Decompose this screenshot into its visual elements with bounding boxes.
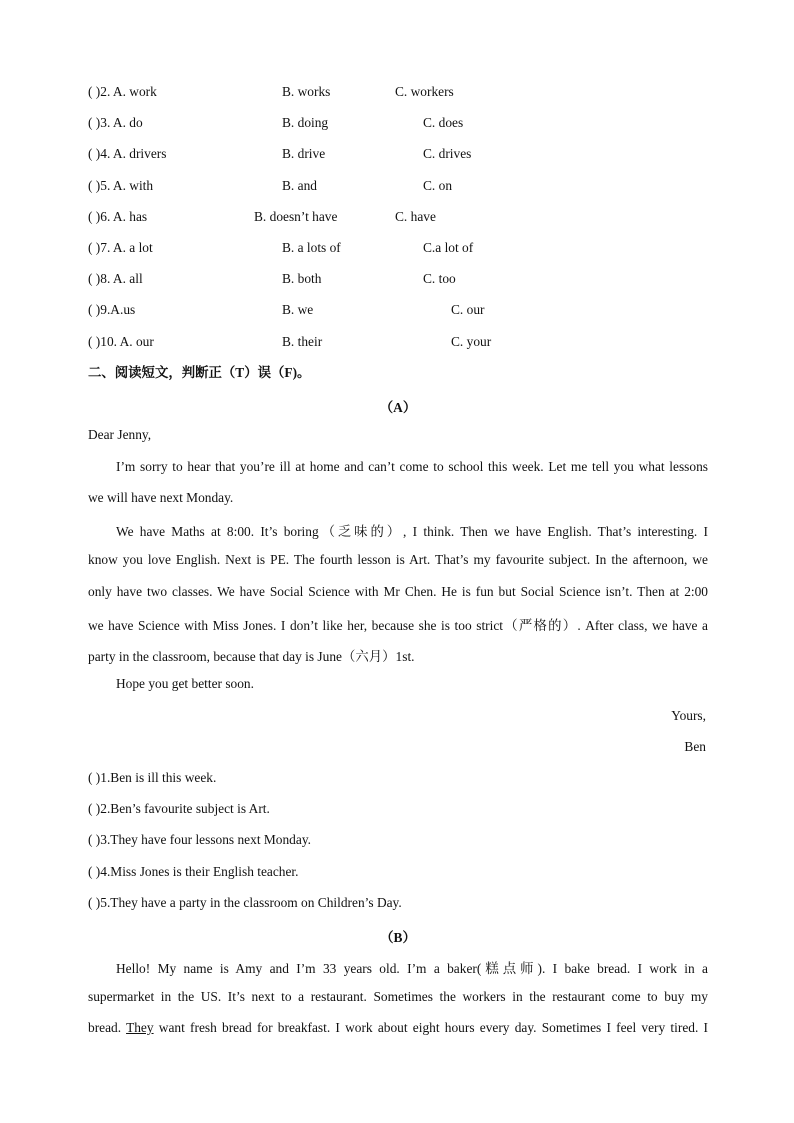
passage-a-line: party in the classroom, because that day is June（六月）1st. <box>88 649 415 664</box>
mc-row <box>88 84 708 100</box>
mc-option-b: B. a lots of <box>282 240 341 255</box>
passage-a-label: （A） <box>379 400 417 415</box>
passage-a-line: we will have next Monday. <box>88 490 234 505</box>
mc-row <box>88 240 708 256</box>
mc-option-b: B. we <box>282 302 314 318</box>
mc-option-c: C. workers <box>395 84 454 99</box>
mc-option-a: ( )6. A. has <box>88 208 148 224</box>
mc-option-a: ( )10. A. our <box>88 333 154 349</box>
passage-b-label: （B） <box>380 930 416 945</box>
passage-a-line: We have Maths at 8:00. It’s boring（乏味的）, I think. Then we have English. That’s interesting. I <box>116 524 708 539</box>
mc-option-a: ( )4. A. drivers <box>88 146 167 162</box>
mc-option-a: ( )2. A. work <box>88 84 157 99</box>
mc-option-b: B. doesn’t have <box>254 208 338 224</box>
passage-b-line: Hello! My name is Amy and I’m 33 years old. I’m a baker(糕点师). I bake bread. I work in a <box>116 961 708 976</box>
tf-question: ( )2.Ben’s favourite subject is Art. <box>88 801 270 817</box>
mc-row <box>88 178 708 194</box>
mc-option-c: C. our <box>451 302 485 318</box>
mc-option-a: ( )8. A. all <box>88 271 143 287</box>
mc-option-c: C. drives <box>423 146 472 162</box>
mc-option-b: B. works <box>282 84 331 99</box>
passage-b-text: bread. <box>88 1020 127 1035</box>
mc-option-c: C. too <box>423 271 456 287</box>
passage-a-line: know you love English. Next is PE. The fourth lesson is Art. That’s my favourite subject. In the afternoon, we <box>88 552 708 567</box>
passage-a-line: I’m sorry to hear that you’re ill at home and can’t come to school this week. Let me tell you what lessons <box>116 459 708 474</box>
tf-question: ( )5.They have a party in the classroom on Children’s Day. <box>88 894 402 910</box>
letter-closing: Yours, <box>671 708 706 723</box>
passage-a-line: only have two classes. We have Social Science with Mr Chen. He is fun but Social Science isn’t. Then at 2:00 <box>88 584 708 599</box>
passage-b-line: supermarket in the US. It’s next to a restaurant. Sometimes the workers in the restaurant come to buy my <box>88 989 708 1004</box>
letter-signature: Ben <box>684 739 706 754</box>
tf-question: ( )4.Miss Jones is their English teacher. <box>88 863 299 879</box>
mc-row <box>88 334 708 350</box>
mc-row <box>88 271 708 287</box>
mc-option-c: C.a lot of <box>423 240 474 255</box>
mc-row <box>88 209 708 225</box>
mc-option-b: B. both <box>282 271 322 287</box>
letter-greeting: Dear Jenny, <box>88 427 152 442</box>
mc-option-a: ( )9.A.us <box>88 302 136 318</box>
mc-option-b: B. their <box>282 333 323 349</box>
mc-option-b: B. drive <box>282 146 326 162</box>
mc-option-c: C. have <box>395 208 436 224</box>
tf-question: ( )3.They have four lessons next Monday. <box>88 832 311 848</box>
passage-a-line: Hope you get better soon. <box>116 676 254 691</box>
mc-option-c: C. on <box>423 177 453 193</box>
mc-option-a: ( )3. A. do <box>88 115 143 131</box>
passage-b-text: want fresh bread for breakfast. I work about eight hours every day. Sometimes I feel very tired. I <box>153 1020 708 1035</box>
section-2-title: 二、阅读短文，判断正（T）误（F)。 <box>88 365 311 380</box>
mc-option-c: C. your <box>451 333 492 349</box>
mc-option-a: ( )7. A. a lot <box>88 240 153 255</box>
mc-row <box>88 146 708 162</box>
mc-row <box>88 115 708 131</box>
mc-row <box>88 302 708 318</box>
mc-option-b: B. doing <box>282 115 329 131</box>
mc-option-c: C. does <box>423 115 464 131</box>
mc-option-a: ( )5. A. with <box>88 177 154 193</box>
mc-option-b: B. and <box>282 177 317 193</box>
passage-a-line: we have Science with Miss Jones. I don’t like her, because she is too strict（严格的）. After class, we have a <box>88 618 708 633</box>
passage-b-line <box>88 1020 708 1036</box>
underlined-word: They <box>126 1020 154 1035</box>
tf-question: ( )1.Ben is ill this week. <box>88 770 217 785</box>
